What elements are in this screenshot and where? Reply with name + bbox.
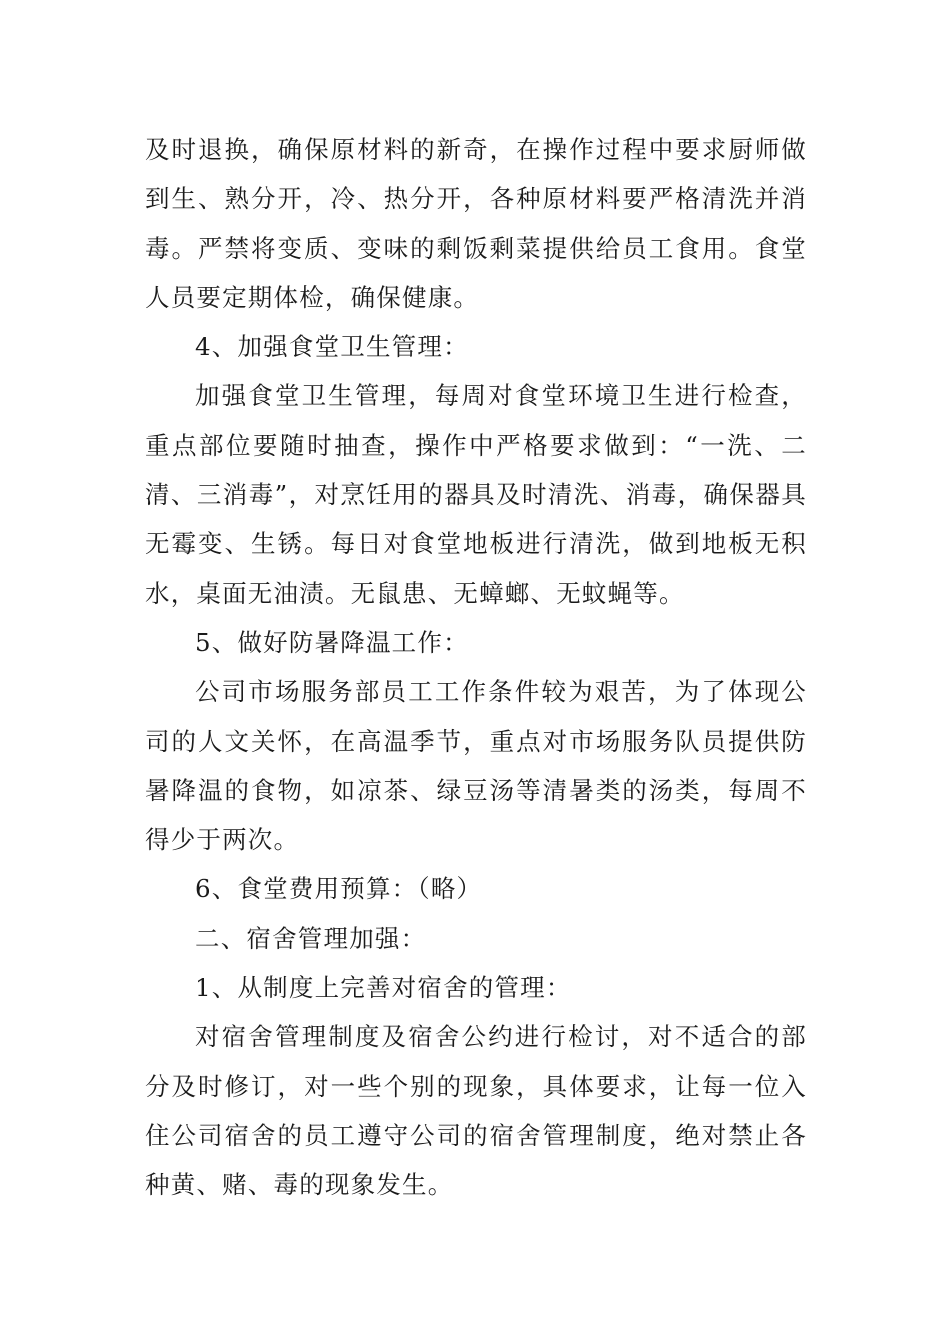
paragraph-continuation: 及时退换，确保原材料的新奇，在操作过程中要求厨师做到生、熟分开，冷、热分开，各种原材料要严格清洗并消毒。严禁将变质、变味的剩饭剩菜提供给员工食用。食堂人员要定期体检，确保健康。: [145, 135, 807, 312]
paragraph-heat-prevention: 公司市场服务部员工工作条件较为艰苦，为了体现公司的人文关怀，在高温季节，重点对市场服务队员提供防暑降温的食物，如凉茶、绿豆汤等清暑类的汤类，每周不得少于两次。: [145, 677, 807, 855]
section-heading-6: 6、食堂费用预算：（略）: [195, 874, 483, 904]
document-body: [145, 125, 807, 1210]
paragraph-canteen-hygiene: 加强食堂卫生管理，每周对食堂环境卫生进行检查，重点部位要随时抽查，操作中严格要求做到：“一洗、二清、三消毒”，对烹饪用的器具及时清洗、消毒，确保器具无霉变、生锈。每日对食堂地板进行清洗，做到地板无积水，桌面无油渍。无鼠患、无蟑螂、无蚊蝇等。: [145, 381, 807, 608]
section-heading-5: 5、做好防暑降温工作：: [195, 627, 469, 657]
section-heading-dormitory: 二、宿舍管理加强：: [195, 923, 427, 953]
section-heading-4: 4、加强食堂卫生管理：: [195, 332, 469, 362]
section-heading-dormitory-1: 1、从制度上完善对宿舍的管理：: [195, 973, 572, 1003]
paragraph-dormitory-rules: 对宿舍管理制度及宿舍公约进行检讨，对不适合的部分及时修订，对一些个别的现象，具体要求，让每一位入住公司宿舍的员工遵守公司的宿舍管理制度，绝对禁止各种黄、赌、毒的现象发生。: [145, 1022, 807, 1200]
